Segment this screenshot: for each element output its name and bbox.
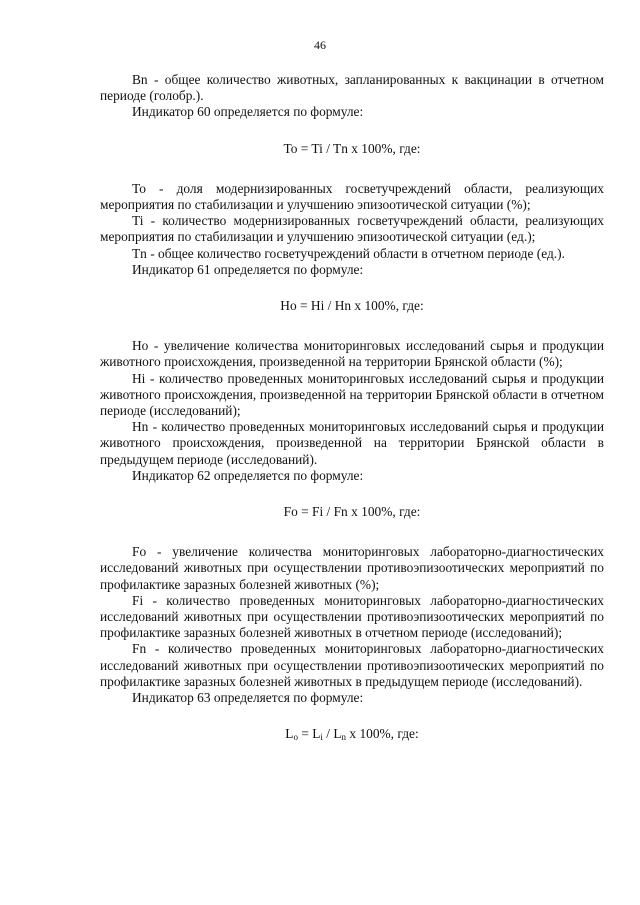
page-number: 46 [314, 38, 326, 52]
paragraph-ho-definition: Ho - увеличение количества мониторинговых исследований сырья и продукции животного происхождения, произведенной на территории Брянской области (%); [100, 338, 604, 370]
paragraph-hn-definition: Hn - количество проведенных мониторинговых исследований сырья и продукции животного происхождения, произведенной на территории Брянской области в предыдущем периоде (исследований). [100, 419, 604, 467]
paragraph-indicator-60: Индикатор 60 определяется по формуле: [132, 104, 364, 120]
formula-lo-li-sub: i [320, 732, 323, 743]
formula-lo [100, 726, 604, 745]
formula-lo-slash: / [322, 726, 334, 742]
formula-ho: Ho = Hi / Hn x 100%, где: [280, 298, 424, 314]
paragraph-bn-definition: Bn - общее количество животных, запланированных к вакцинации в отчетном периоде (голобр.). [100, 72, 604, 104]
formula-lo-tail: x 100%, где: [346, 726, 419, 742]
document-body [100, 72, 604, 746]
formula-fo: Fo = Fi / Fn x 100%, где: [283, 504, 421, 520]
formula-lo-ln: L [333, 726, 342, 742]
paragraph-ti-definition: Ti - количество модернизированных госветучреждений области, реализующих мероприятия по стабилизации и улучшению эпизоотической ситуации (ед.); [100, 213, 604, 245]
paragraph-hi-definition: Hi - количество проведенных мониторинговых исследований сырья и продукции животного происхождения, произведенной на территории Брянской области в отчетном периоде (исследований); [100, 370, 604, 419]
paragraph-indicator-62: Индикатор 62 определяется по формуле: [132, 467, 364, 483]
formula-lo-l0-sub: o [293, 732, 298, 743]
paragraph-fi-definition: Fi - количество проведенных мониторинговых лабораторно-диагностических исследований животных при осуществлении противоэпизоотических мероприятий по профилактике заразных болезней животных в отчетном периоде (исследований); [100, 592, 604, 641]
formula-lo-ln-sub: n [341, 732, 347, 743]
formula-lo-li: L [312, 726, 321, 742]
paragraph-to-definition: To - доля модернизированных госветучреждений области, реализующих мероприятия по стабилизации и улучшению эпизоотической ситуации (%); [100, 180, 604, 213]
paragraph-indicator-63: Индикатор 63 определяется по формуле: [132, 690, 364, 706]
paragraph-indicator-61: Индикатор 61 определяется по формуле: [132, 261, 364, 277]
paragraph-fo-definition: Fo - увеличение количества мониторинговых лабораторно-диагностических исследований животных при осуществлении противоэпизоотических мероприятий по профилактике заразных болезней животных (%); [100, 544, 604, 592]
paragraph-fn-definition: Fn - количество проведенных мониторинговых лабораторно-диагностических исследований животных при осуществлении противоэпизоотических мероприятий по профилактике заразных болезней животных в предыдущем периоде (исследований). [100, 641, 604, 689]
formula-lo-eq: = [297, 726, 313, 742]
formula-to: To = Ti / Tn x 100%, где: [283, 140, 421, 156]
paragraph-tn-definition: Tn - общее количество госветучреждений области в отчетном периоде (ед.). [132, 245, 565, 261]
formula-lo-l0: L [285, 726, 294, 742]
